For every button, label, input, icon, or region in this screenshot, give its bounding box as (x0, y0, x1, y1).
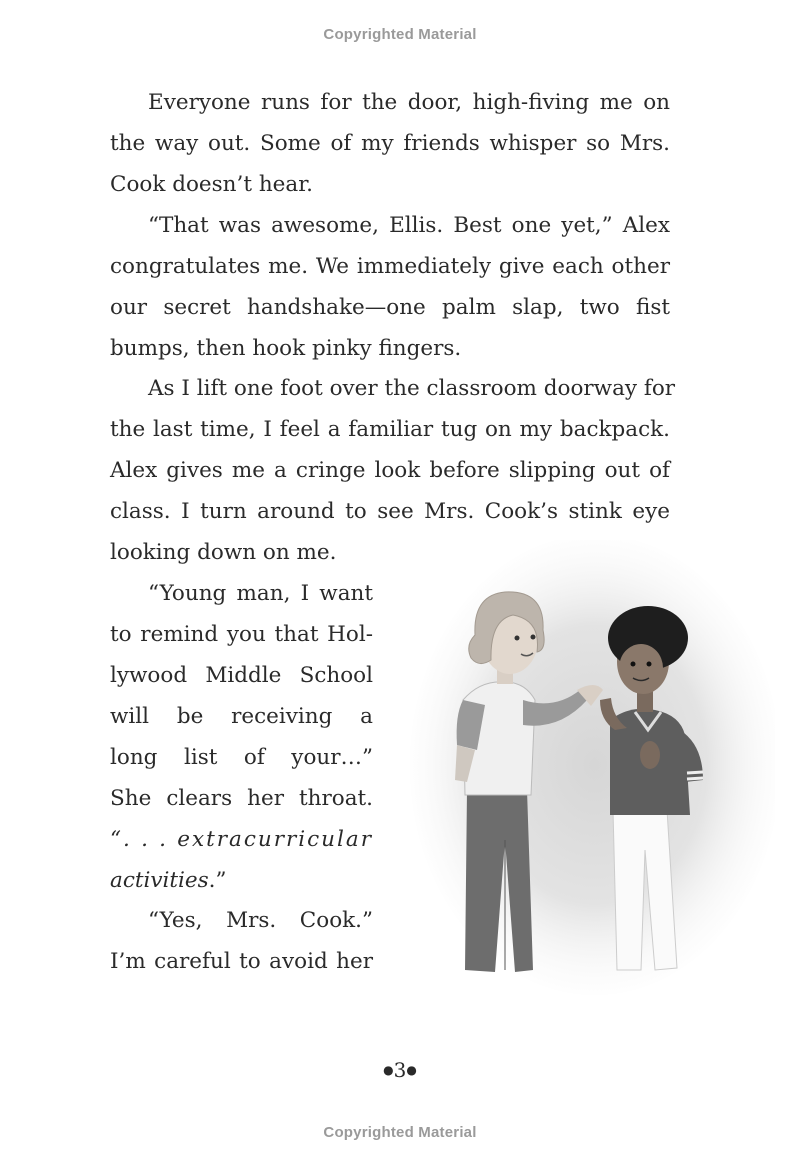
text-line: congratulates me. We immediately give each other (110, 254, 670, 279)
text-line: to remind you that Hol- (110, 622, 373, 647)
text-line: bumps, then hook pinky fingers. (110, 336, 462, 361)
text-line (110, 860, 373, 901)
text-line: lywood Middle School (110, 663, 373, 688)
text-line: “That was awesome, Ellis. Best one yet,” Alex (148, 213, 670, 238)
copyright-watermark-bottom: Copyrighted Material (323, 1124, 477, 1141)
closing-quote: .” (208, 868, 227, 893)
text-line: Alex gives me a cringe look before slipping out of (110, 458, 670, 483)
page-number (0, 1058, 800, 1082)
text-line: I’m careful to avoid her (110, 949, 373, 974)
text-line: “Yes, Mrs. Cook.” (148, 908, 373, 933)
text-line: class. I turn around to see Mrs. Cook’s stink eye (110, 499, 670, 524)
text-line: the way out. Some of my friends whisper so Mrs. (110, 131, 670, 156)
paragraph-5 (110, 900, 373, 982)
text-line: long list of your…” (110, 745, 373, 770)
paragraph-2 (110, 205, 670, 369)
text-line: Everyone runs for the door, high-fiving me on (148, 90, 670, 115)
text-line: “Young man, I want (148, 581, 373, 606)
text-line: our secret handshake—one palm slap, two fist (110, 295, 670, 320)
paragraph-4 (110, 573, 373, 901)
italic-text-line: “. . . extracurricular (110, 827, 373, 852)
text-line: will be receiving a (110, 704, 373, 729)
text-line: Cook doesn’t hear. (110, 172, 313, 197)
page-number-value: 3 (393, 1058, 407, 1082)
text-line: She clears her throat. (110, 786, 373, 811)
text-line: looking down on me. (110, 540, 337, 565)
bullet-icon: ● (406, 1063, 417, 1077)
paragraph-1 (110, 82, 670, 205)
italic-word: activities (110, 868, 209, 893)
bullet-icon: ● (383, 1063, 394, 1077)
copyright-watermark-top: Copyrighted Material (323, 26, 477, 43)
text-line: the last time, I feel a familiar tug on my backpack. (110, 417, 670, 442)
text-line: As I lift one foot over the classroom doorway for (148, 376, 676, 401)
illustration-two-boys-handshake (405, 540, 775, 1000)
